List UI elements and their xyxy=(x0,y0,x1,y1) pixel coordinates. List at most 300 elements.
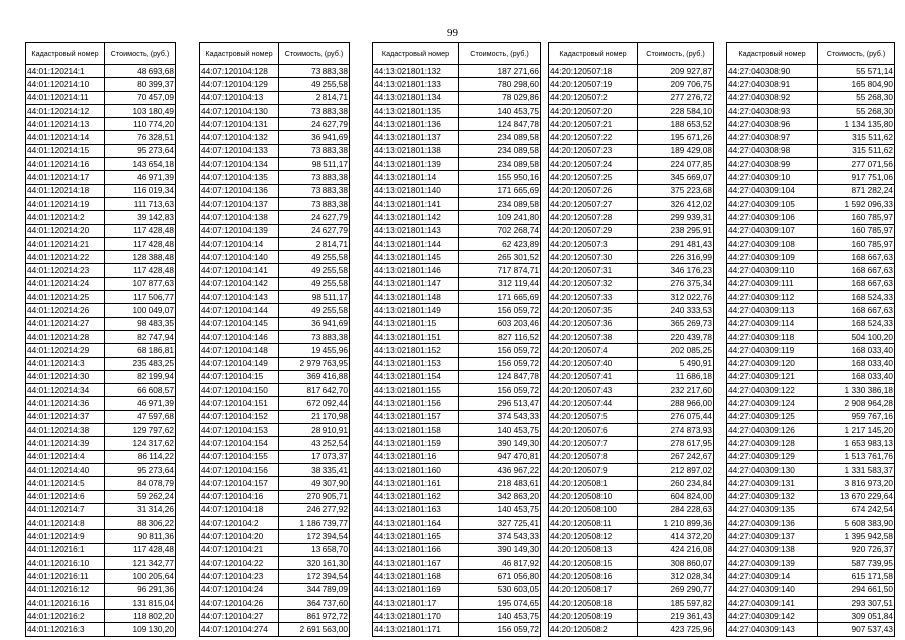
cadastral-number: 44:20:120507:44 xyxy=(549,397,638,410)
cost-value: 46 971,39 xyxy=(105,397,176,410)
table-row xyxy=(373,211,541,224)
table-row xyxy=(200,570,350,583)
cost-value: 260 234,84 xyxy=(638,477,714,490)
cadastral-number: 44:07:120104:139 xyxy=(200,224,279,237)
column-header-cost: Стоимость, (руб.) xyxy=(459,43,541,65)
cost-value: 424 216,08 xyxy=(638,543,714,556)
column-header-cost: Стоимость, (руб.) xyxy=(638,43,714,65)
table-row xyxy=(373,410,541,423)
table-row xyxy=(373,78,541,91)
table-row xyxy=(26,291,176,304)
table-row xyxy=(373,543,541,556)
cost-value: 320 161,30 xyxy=(279,556,350,569)
cost-value: 107 877,63 xyxy=(105,277,176,290)
cadastral-number: 44:20:120507:24 xyxy=(549,158,638,171)
cadastral-number: 44:27:040309:106 xyxy=(727,211,818,224)
cadastral-number: 44:20:120508:15 xyxy=(549,556,638,569)
cadastral-number: 44:07:120104:129 xyxy=(200,78,279,91)
cadastral-number: 44:07:120104:136 xyxy=(200,184,279,197)
cadastral-number: 44:07:120104:144 xyxy=(200,304,279,317)
table-row xyxy=(727,397,895,410)
cadastral-number: 44:07:120104:145 xyxy=(200,317,279,330)
cadastral-number: 44:27:040309:113 xyxy=(727,304,818,317)
table-row xyxy=(549,291,714,304)
cadastral-number: 44:01:120214:17 xyxy=(26,171,105,184)
cadastral-number: 44:20:120508:13 xyxy=(549,543,638,556)
cadastral-number: 44:20:120507:30 xyxy=(549,251,638,264)
cadastral-number: 44:20:120508:2 xyxy=(549,623,638,636)
cost-value: 672 092,44 xyxy=(279,397,350,410)
cadastral-number: 44:27:040309:131 xyxy=(727,477,818,490)
table-row xyxy=(373,184,541,197)
table-row xyxy=(26,304,176,317)
table-row xyxy=(200,463,350,476)
cadastral-number: 44:07:120104:148 xyxy=(200,344,279,357)
cadastral-number: 44:07:120104:14 xyxy=(200,237,279,250)
cadastral-number: 44:20:120507:36 xyxy=(549,317,638,330)
cost-value: 168 524,33 xyxy=(818,291,895,304)
table-row xyxy=(727,251,895,264)
cadastral-number: 44:27:040309:130 xyxy=(727,463,818,476)
table-row xyxy=(727,357,895,370)
cost-value: 209 927,87 xyxy=(638,65,714,78)
cost-value: 156 059,72 xyxy=(459,623,541,636)
cadastral-number: 44:27:040309:114 xyxy=(727,317,818,330)
cost-value: 117 428,48 xyxy=(105,543,176,556)
table-row xyxy=(373,330,541,343)
cadastral-number: 44:07:120104:134 xyxy=(200,158,279,171)
table-row xyxy=(373,104,541,117)
cost-value: 156 059,72 xyxy=(459,357,541,370)
cadastral-number: 44:20:120507:8 xyxy=(549,450,638,463)
table-row xyxy=(373,623,541,636)
cadastral-number: 44:13:021801:161 xyxy=(373,477,459,490)
cadastral-number: 44:07:120104:18 xyxy=(200,503,279,516)
cost-value: 530 603,05 xyxy=(459,583,541,596)
cost-value: 1 331 583,37 xyxy=(818,463,895,476)
cost-value: 246 277,92 xyxy=(279,503,350,516)
table-row xyxy=(200,237,350,250)
cadastral-number: 44:01:120216:12 xyxy=(26,583,105,596)
table-row xyxy=(549,543,714,556)
cost-value: 156 059,72 xyxy=(459,384,541,397)
cadastral-number: 44:13:021801:147 xyxy=(373,277,459,290)
cadastral-number: 44:20:120507:26 xyxy=(549,184,638,197)
cadastral-number: 44:07:120104:27 xyxy=(200,610,279,623)
table-row xyxy=(200,264,350,277)
cadastral-number: 44:07:120104:131 xyxy=(200,118,279,131)
cadastral-number: 44:27:040309:104 xyxy=(727,184,818,197)
cost-value: 920 726,37 xyxy=(818,543,895,556)
cost-value: 68 186,81 xyxy=(105,344,176,357)
cost-value: 615 171,58 xyxy=(818,570,895,583)
cost-value: 88 306,22 xyxy=(105,517,176,530)
table-row xyxy=(549,237,714,250)
column-header-code: Кадастровый номер xyxy=(26,43,105,65)
table-row xyxy=(200,424,350,437)
cadastral-number: 44:20:120507:19 xyxy=(549,78,638,91)
table-row xyxy=(200,384,350,397)
table-row xyxy=(727,78,895,91)
cost-value: 288 966,00 xyxy=(638,397,714,410)
cadastral-number: 44:07:120104:151 xyxy=(200,397,279,410)
cost-value: 3 816 973,20 xyxy=(818,477,895,490)
table-row xyxy=(26,330,176,343)
cost-value: 140 453,75 xyxy=(459,424,541,437)
cadastral-number: 44:20:120507:29 xyxy=(549,224,638,237)
cadastral-number: 44:07:120104:150 xyxy=(200,384,279,397)
cadastral-number: 44:20:120507:20 xyxy=(549,104,638,117)
cost-value: 5 490,91 xyxy=(638,357,714,370)
cadastral-number: 44:01:120214:21 xyxy=(26,237,105,250)
table-row xyxy=(373,450,541,463)
cadastral-number: 44:13:021801:167 xyxy=(373,556,459,569)
cadastral-number: 44:27:040308:91 xyxy=(727,78,818,91)
cadastral-number: 44:20:120507:23 xyxy=(549,144,638,157)
table-row xyxy=(549,330,714,343)
cadastral-number: 44:20:120507:28 xyxy=(549,211,638,224)
cost-value: 73 883,38 xyxy=(279,197,350,210)
cost-value: 55 268,30 xyxy=(818,91,895,104)
cadastral-number: 44:27:040309:143 xyxy=(727,623,818,636)
cadastral-number: 44:13:021801:163 xyxy=(373,503,459,516)
cost-table-4 xyxy=(548,42,714,637)
table-row xyxy=(727,317,895,330)
cost-value: 226 316,99 xyxy=(638,251,714,264)
cadastral-number: 44:01:120214:4 xyxy=(26,450,105,463)
table-row xyxy=(26,543,176,556)
cadastral-number: 44:07:120104:140 xyxy=(200,251,279,264)
cadastral-number: 44:07:120104:133 xyxy=(200,144,279,157)
table-row xyxy=(727,610,895,623)
cost-value: 98 511,17 xyxy=(279,291,350,304)
cost-value: 110 774,20 xyxy=(105,118,176,131)
table-row xyxy=(727,264,895,277)
cadastral-number: 44:01:120216:1 xyxy=(26,543,105,556)
cost-value: 185 597,82 xyxy=(638,596,714,609)
cadastral-number: 44:20:120508:100 xyxy=(549,503,638,516)
table-row xyxy=(549,197,714,210)
cadastral-number: 44:20:120507:6 xyxy=(549,424,638,437)
cost-value: 345 669,07 xyxy=(638,171,714,184)
cost-value: 346 176,23 xyxy=(638,264,714,277)
table-row xyxy=(200,357,350,370)
table-row xyxy=(549,370,714,383)
cost-value: 270 905,71 xyxy=(279,490,350,503)
table-row xyxy=(549,171,714,184)
cadastral-number: 44:13:021801:159 xyxy=(373,437,459,450)
table-row xyxy=(549,503,714,516)
cost-value: 140 453,75 xyxy=(459,610,541,623)
table-row xyxy=(26,583,176,596)
table-row xyxy=(727,91,895,104)
cadastral-number: 44:20:120508:17 xyxy=(549,583,638,596)
table-row xyxy=(727,543,895,556)
cadastral-number: 44:07:120104:152 xyxy=(200,410,279,423)
cadastral-number: 44:01:120216:16 xyxy=(26,596,105,609)
cadastral-number: 44:01:120214:34 xyxy=(26,384,105,397)
table-row xyxy=(26,104,176,117)
table-row xyxy=(26,344,176,357)
table-row xyxy=(549,556,714,569)
table-row xyxy=(26,357,176,370)
table-row xyxy=(727,477,895,490)
cadastral-number: 44:13:021801:136 xyxy=(373,118,459,131)
table-row xyxy=(727,623,895,636)
cost-value: 140 453,75 xyxy=(459,104,541,117)
cost-value: 817 642,70 xyxy=(279,384,350,397)
cadastral-number: 44:07:120104:154 xyxy=(200,437,279,450)
table-row xyxy=(727,184,895,197)
cadastral-number: 44:01:120214:37 xyxy=(26,410,105,423)
cadastral-number: 44:01:120214:6 xyxy=(26,490,105,503)
cost-value: 160 785,97 xyxy=(818,211,895,224)
cost-value: 82 199,94 xyxy=(105,370,176,383)
table-row xyxy=(200,530,350,543)
cost-value: 780 298,60 xyxy=(459,78,541,91)
cost-value: 390 149,30 xyxy=(459,543,541,556)
table-row xyxy=(26,65,176,78)
table-row xyxy=(373,384,541,397)
table-row xyxy=(200,91,350,104)
table-row xyxy=(727,224,895,237)
cost-value: 124 847,78 xyxy=(459,370,541,383)
cost-value: 95 273,64 xyxy=(105,463,176,476)
cost-value: 82 747,94 xyxy=(105,330,176,343)
table-row xyxy=(373,583,541,596)
cost-value: 117 428,48 xyxy=(105,224,176,237)
cadastral-number: 44:20:120508:16 xyxy=(549,570,638,583)
cost-value: 156 059,72 xyxy=(459,344,541,357)
table-row xyxy=(26,211,176,224)
cost-value: 209 706,75 xyxy=(638,78,714,91)
cost-value: 172 394,54 xyxy=(279,530,350,543)
cadastral-number: 44:01:120216:3 xyxy=(26,623,105,636)
table-row xyxy=(200,78,350,91)
table-row xyxy=(549,490,714,503)
cadastral-number: 44:20:120507:18 xyxy=(549,65,638,78)
cadastral-number: 44:01:120214:25 xyxy=(26,291,105,304)
table-row xyxy=(200,304,350,317)
cost-value: 269 290,77 xyxy=(638,583,714,596)
cost-value: 19 455,96 xyxy=(279,344,350,357)
cadastral-number: 44:20:120507:41 xyxy=(549,370,638,383)
cadastral-number: 44:27:040309:112 xyxy=(727,291,818,304)
cadastral-number: 44:13:021801:149 xyxy=(373,304,459,317)
cost-value: 49 255,58 xyxy=(279,78,350,91)
cadastral-number: 44:13:021801:169 xyxy=(373,583,459,596)
table-row xyxy=(200,197,350,210)
cost-value: 168 667,63 xyxy=(818,251,895,264)
cadastral-number: 44:07:120104:16 xyxy=(200,490,279,503)
table-row xyxy=(549,596,714,609)
cost-value: 291 481,43 xyxy=(638,237,714,250)
table-row xyxy=(373,503,541,516)
table-row xyxy=(26,384,176,397)
table-row xyxy=(549,158,714,171)
cost-value: 240 333,53 xyxy=(638,304,714,317)
table-row xyxy=(26,237,176,250)
table-row xyxy=(549,277,714,290)
cadastral-number: 44:13:021801:17 xyxy=(373,596,459,609)
cadastral-number: 44:07:120104:141 xyxy=(200,264,279,277)
table-row xyxy=(26,78,176,91)
cost-value: 39 142,83 xyxy=(105,211,176,224)
table-row xyxy=(200,596,350,609)
table-row xyxy=(549,104,714,117)
table-row xyxy=(727,197,895,210)
cadastral-number: 44:27:040309:119 xyxy=(727,344,818,357)
table-row xyxy=(373,530,541,543)
cost-value: 109 241,80 xyxy=(459,211,541,224)
table-row xyxy=(200,144,350,157)
cost-value: 1 592 096,33 xyxy=(818,197,895,210)
cadastral-number: 44:27:040308:98 xyxy=(727,144,818,157)
table-row xyxy=(727,490,895,503)
cost-value: 1 210 899,36 xyxy=(638,517,714,530)
cost-value: 36 941,69 xyxy=(279,317,350,330)
cadastral-number: 44:07:120104:146 xyxy=(200,330,279,343)
table-row xyxy=(727,410,895,423)
column-header-code: Кадастровый номер xyxy=(200,43,279,65)
cadastral-number: 44:01:120214:15 xyxy=(26,144,105,157)
cadastral-number: 44:13:021801:171 xyxy=(373,623,459,636)
cadastral-number: 44:07:120104:128 xyxy=(200,65,279,78)
cost-value: 140 453,75 xyxy=(459,503,541,516)
table-row xyxy=(26,144,176,157)
table-row xyxy=(200,503,350,516)
table-row xyxy=(26,437,176,450)
cost-value: 234 089,58 xyxy=(459,197,541,210)
cadastral-number: 44:20:120507:31 xyxy=(549,264,638,277)
cost-value: 277 071,56 xyxy=(818,158,895,171)
table-row xyxy=(26,596,176,609)
cadastral-number: 44:27:040308:92 xyxy=(727,91,818,104)
cadastral-number: 44:20:120508:19 xyxy=(549,610,638,623)
cadastral-number: 44:20:120507:9 xyxy=(549,463,638,476)
table-row xyxy=(549,397,714,410)
cadastral-number: 44:20:120507:32 xyxy=(549,277,638,290)
table-row xyxy=(549,463,714,476)
table-row xyxy=(549,450,714,463)
cost-value: 73 883,38 xyxy=(279,171,350,184)
cadastral-number: 44:07:120104:142 xyxy=(200,277,279,290)
table-row xyxy=(200,171,350,184)
cost-value: 278 617,95 xyxy=(638,437,714,450)
cadastral-number: 44:01:120214:40 xyxy=(26,463,105,476)
cadastral-number: 44:13:021801:140 xyxy=(373,184,459,197)
cost-value: 228 584,10 xyxy=(638,104,714,117)
table-row xyxy=(373,277,541,290)
cadastral-number: 44:27:040309:139 xyxy=(727,556,818,569)
cadastral-number: 44:13:021801:170 xyxy=(373,610,459,623)
cadastral-number: 44:07:120104:274 xyxy=(200,623,279,636)
table-row xyxy=(549,304,714,317)
cadastral-number: 44:13:021801:168 xyxy=(373,570,459,583)
cost-value: 59 262,24 xyxy=(105,490,176,503)
cost-table-2 xyxy=(199,42,350,637)
table-row xyxy=(200,104,350,117)
table-row xyxy=(200,370,350,383)
cadastral-number: 44:01:120216:10 xyxy=(26,556,105,569)
cost-value: 312 022,76 xyxy=(638,291,714,304)
table-row xyxy=(549,317,714,330)
cadastral-number: 44:07:120104:13 xyxy=(200,91,279,104)
cadastral-number: 44:01:120214:1 xyxy=(26,65,105,78)
cost-value: 117 428,48 xyxy=(105,264,176,277)
table-row xyxy=(26,251,176,264)
cadastral-number: 44:07:120104:149 xyxy=(200,357,279,370)
cadastral-number: 44:27:040309:110 xyxy=(727,264,818,277)
column-header-code: Кадастровый номер xyxy=(373,43,459,65)
table-row xyxy=(549,78,714,91)
cadastral-number: 44:13:021801:156 xyxy=(373,397,459,410)
cost-value: 168 033,40 xyxy=(818,357,895,370)
cost-value: 168 667,63 xyxy=(818,277,895,290)
table-row xyxy=(26,264,176,277)
table-row xyxy=(373,344,541,357)
cadastral-number: 44:01:120214:30 xyxy=(26,370,105,383)
table-row xyxy=(373,397,541,410)
cost-value: 369 416,88 xyxy=(279,370,350,383)
cadastral-number: 44:13:021801:133 xyxy=(373,78,459,91)
cadastral-number: 44:27:040309:129 xyxy=(727,450,818,463)
cost-value: 234 089,58 xyxy=(459,131,541,144)
table-row xyxy=(200,158,350,171)
cadastral-number: 44:13:021801:145 xyxy=(373,251,459,264)
cost-value: 24 627,79 xyxy=(279,224,350,237)
cost-value: 327 725,41 xyxy=(459,517,541,530)
cost-value: 49 255,58 xyxy=(279,264,350,277)
cost-value: 78 029,86 xyxy=(459,91,541,104)
cost-value: 168 667,63 xyxy=(818,304,895,317)
cadastral-number: 44:01:120214:27 xyxy=(26,317,105,330)
cadastral-number: 44:13:021801:155 xyxy=(373,384,459,397)
cost-value: 66 608,57 xyxy=(105,384,176,397)
cadastral-number: 44:27:040309:108 xyxy=(727,237,818,250)
cadastral-number: 44:13:021801:162 xyxy=(373,490,459,503)
cost-value: 195 074,65 xyxy=(459,596,541,609)
cost-value: 423 725,96 xyxy=(638,623,714,636)
cadastral-number: 44:01:120214:9 xyxy=(26,530,105,543)
cadastral-number: 44:01:120214:3 xyxy=(26,357,105,370)
table-row xyxy=(549,570,714,583)
cadastral-number: 44:20:120507:25 xyxy=(549,171,638,184)
table-row xyxy=(727,596,895,609)
cost-value: 365 269,73 xyxy=(638,317,714,330)
cost-value: 117 506,77 xyxy=(105,291,176,304)
table-row xyxy=(549,610,714,623)
cadastral-number: 44:20:120507:43 xyxy=(549,384,638,397)
cost-value: 603 203,46 xyxy=(459,317,541,330)
cadastral-number: 44:27:040309:122 xyxy=(727,384,818,397)
cadastral-number: 44:13:021801:146 xyxy=(373,264,459,277)
cadastral-number: 44:01:120214:12 xyxy=(26,104,105,117)
cadastral-number: 44:07:120104:15 xyxy=(200,370,279,383)
cadastral-number: 44:01:120214:36 xyxy=(26,397,105,410)
cost-value: 48 693,68 xyxy=(105,65,176,78)
cost-value: 43 252,54 xyxy=(279,437,350,450)
cost-value: 11 686,18 xyxy=(638,370,714,383)
cost-value: 224 077,85 xyxy=(638,158,714,171)
table-row xyxy=(26,224,176,237)
table-row xyxy=(200,517,350,530)
table-row xyxy=(727,424,895,437)
cadastral-number: 44:27:040309:136 xyxy=(727,517,818,530)
column-header-cost: Стоимость, (руб.) xyxy=(818,43,895,65)
cost-value: 238 295,91 xyxy=(638,224,714,237)
cost-value: 189 429,08 xyxy=(638,144,714,157)
